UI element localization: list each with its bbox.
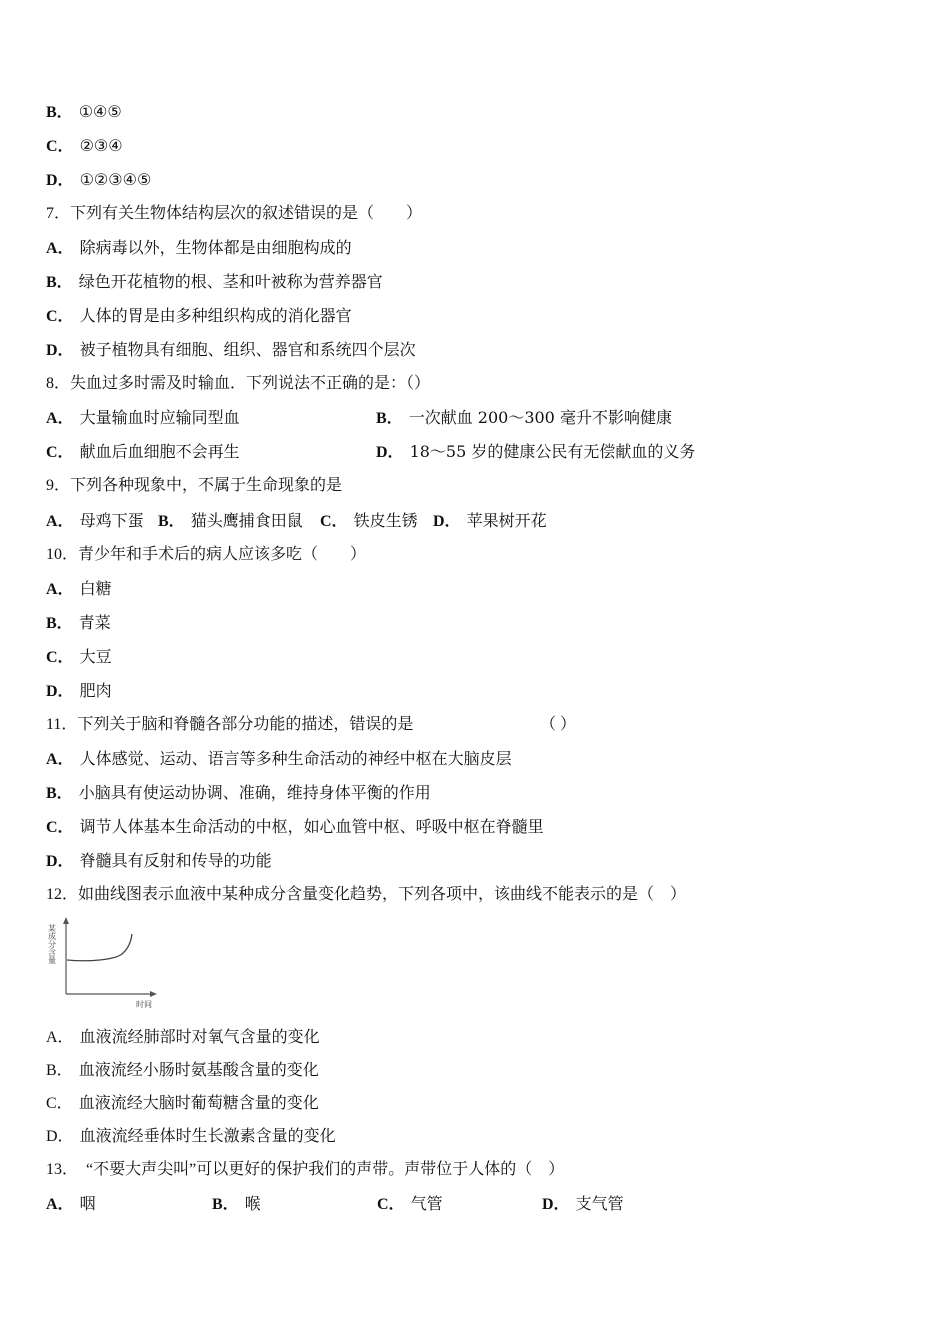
option-text: 血液流经小肠时氨基酸含量的变化 <box>78 1060 319 1079</box>
option-text: 支气管 <box>575 1194 624 1213</box>
option-7-c <box>46 305 352 328</box>
option-text: 喉 <box>244 1194 261 1213</box>
option-text: 苹果树开花 <box>466 511 547 530</box>
option-label: A． <box>46 1196 74 1213</box>
option-13-b <box>212 1193 261 1216</box>
question-11-stem: 11．下列关于脑和脊髓各部分功能的描述，错误的是 <box>46 716 414 733</box>
option-prev-c <box>46 135 123 158</box>
option-11-b <box>46 782 431 805</box>
option-label: C． <box>46 138 74 155</box>
option-label: D． <box>46 1128 74 1145</box>
option-text: 一次献血 200～300 毫升不影响健康 <box>408 408 672 427</box>
option-label: B． <box>46 274 73 291</box>
option-text: 18～55 岁的健康公民有无偿献血的义务 <box>409 442 696 461</box>
option-10-b <box>46 612 111 635</box>
option-text: 绿色开花植物的根、茎和叶被称为营养器官 <box>78 272 383 291</box>
question-8-stem: 8．失血过多时需及时输血．下列说法不正确的是：（） <box>46 375 431 392</box>
option-label: A． <box>46 410 74 427</box>
option-9-c <box>320 510 418 533</box>
option-label: D． <box>542 1196 570 1213</box>
option-text: ①②③④⑤ <box>79 170 152 189</box>
option-label: C． <box>46 649 74 666</box>
option-label: A． <box>46 581 74 598</box>
trend-curve <box>67 934 132 961</box>
option-10-d <box>46 680 112 703</box>
option-label: C． <box>46 308 74 325</box>
option-label: B． <box>46 1062 73 1079</box>
option-label: B． <box>46 104 73 121</box>
option-9-a <box>46 510 144 533</box>
option-text: 调节人体基本生命活动的中枢，如心血管中枢、呼吸中枢在脊髓里 <box>79 817 544 836</box>
x-axis-arrow <box>150 991 157 997</box>
option-11-d <box>46 850 272 873</box>
option-label: D． <box>376 444 404 461</box>
option-text: 血液流经垂体时生长激素含量的变化 <box>79 1126 336 1145</box>
option-7-b <box>46 271 383 294</box>
option-text: 气管 <box>410 1194 443 1213</box>
curve-figure <box>44 914 164 1014</box>
x-axis-label: 时间 <box>136 1000 152 1009</box>
option-label: D． <box>46 342 74 359</box>
y-axis-arrow <box>63 917 69 924</box>
option-text: 母鸡下蛋 <box>79 511 144 530</box>
option-text: 铁皮生锈 <box>353 511 418 530</box>
option-prev-d <box>46 169 151 192</box>
option-12-b <box>46 1059 319 1082</box>
option-12-c <box>46 1092 319 1115</box>
question-9-stem: 9．下列各种现象中，不属于生命现象的是 <box>46 477 343 494</box>
option-label: B． <box>212 1196 239 1213</box>
option-label: D． <box>46 683 74 700</box>
option-label: A． <box>46 513 74 530</box>
option-label: A． <box>46 1029 74 1046</box>
option-label: B． <box>158 513 185 530</box>
option-text: 青菜 <box>78 613 111 632</box>
option-13-a <box>46 1193 96 1216</box>
option-prev-b <box>46 101 122 124</box>
y-axis-label: 某成分含量 <box>47 924 57 964</box>
option-label: C． <box>320 513 348 530</box>
option-13-d <box>542 1193 624 1216</box>
question-7-stem: 7．下列有关生物体结构层次的叙述错误的是（ ） <box>46 205 423 222</box>
option-text: 白糖 <box>79 579 112 598</box>
option-7-d <box>46 339 416 362</box>
option-9-b <box>158 510 303 533</box>
option-text: ①④⑤ <box>78 102 122 121</box>
option-12-a <box>46 1026 320 1049</box>
option-10-c <box>46 646 112 669</box>
option-label: A． <box>46 240 74 257</box>
option-text: 血液流经肺部时对氧气含量的变化 <box>79 1027 320 1046</box>
question-13-stem: 13． “不要大声尖叫”可以更好的保护我们的声带。声带位于人体的（ ） <box>46 1161 565 1178</box>
option-label: C． <box>46 1095 73 1112</box>
option-8-a <box>46 407 240 430</box>
option-label: D． <box>46 172 74 189</box>
option-text: ②③④ <box>79 136 123 155</box>
option-label: B． <box>46 615 73 632</box>
option-text: 除病毒以外，生物体都是由细胞构成的 <box>79 238 352 257</box>
option-13-c <box>377 1193 443 1216</box>
option-text: 血液流经大脑时葡萄糖含量的变化 <box>78 1093 319 1112</box>
option-text: 脊髓具有反射和传导的功能 <box>79 851 272 870</box>
option-text: 猫头鹰捕食田鼠 <box>190 511 303 530</box>
question-10-stem: 10．青少年和手术后的病人应该多吃（ ） <box>46 546 367 563</box>
option-12-d <box>46 1125 336 1148</box>
option-text: 被子植物具有细胞、组织、器官和系统四个层次 <box>79 340 416 359</box>
option-text: 大量输血时应输同型血 <box>79 408 240 427</box>
option-label: B． <box>46 785 73 802</box>
option-label: C． <box>377 1196 405 1213</box>
option-text: 大豆 <box>79 647 112 666</box>
option-11-a <box>46 748 512 771</box>
option-8-d <box>376 441 695 464</box>
option-label: B． <box>376 410 403 427</box>
option-9-d <box>433 510 547 533</box>
option-text: 咽 <box>79 1194 96 1213</box>
option-text: 肥肉 <box>79 681 112 700</box>
option-text: 小脑具有使运动协调、准确，维持身体平衡的作用 <box>78 783 431 802</box>
option-10-a <box>46 578 112 601</box>
option-text: 人体的胃是由多种组织构成的消化器官 <box>79 306 352 325</box>
option-label: A． <box>46 751 74 768</box>
option-8-b <box>376 407 672 430</box>
option-7-a <box>46 237 352 260</box>
option-8-c <box>46 441 240 464</box>
option-label: D． <box>46 853 74 870</box>
option-text: 献血后血细胞不会再生 <box>79 442 240 461</box>
question-12-stem: 12．如曲线图表示血液中某种成分含量变化趋势，下列各项中，该曲线不能表示的是（ ） <box>46 886 687 903</box>
option-label: C． <box>46 819 74 836</box>
option-label: D． <box>433 513 461 530</box>
option-text: 人体感觉、运动、语言等多种生命活动的神经中枢在大脑皮层 <box>79 749 512 768</box>
option-11-c <box>46 816 544 839</box>
option-label: C． <box>46 444 74 461</box>
question-11-paren: （ ） <box>540 716 577 733</box>
